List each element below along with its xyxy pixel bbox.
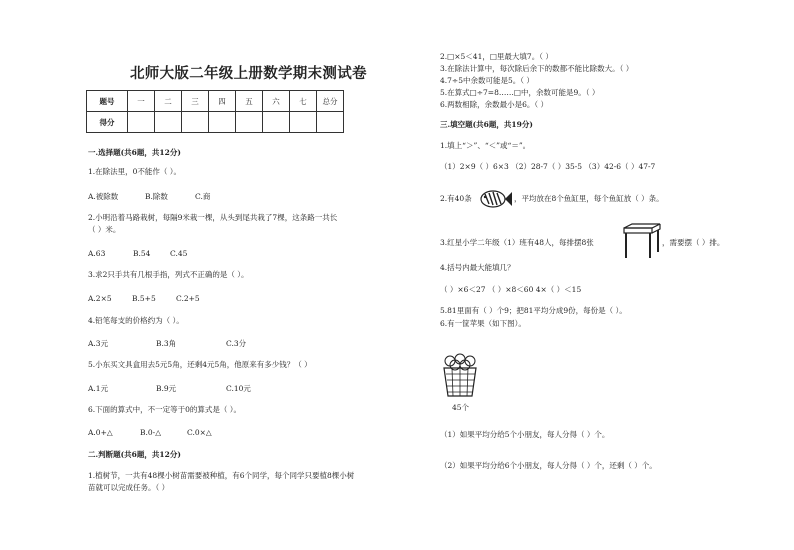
option: A.1元	[88, 384, 109, 393]
option: B.9元	[156, 384, 177, 393]
option: B.0-△	[140, 428, 161, 437]
option: C.商	[195, 192, 211, 201]
question-text: 4.铅笔每支的价格约为（ ）。	[88, 316, 184, 325]
question-text: 3.红星小学二年级（1）班有48人，每排摆8张	[440, 238, 594, 247]
score-cell: 二	[155, 91, 182, 112]
question-text: 5.小东买文具盒用去5元5角，还剩4元5角，他原来有多少钱？（ ）	[88, 360, 312, 369]
option: A.0+△	[88, 428, 113, 437]
score-cell: 一	[128, 91, 155, 112]
option: A.63	[88, 249, 106, 258]
score-cell: 总分	[317, 91, 344, 112]
option: C.3分	[226, 339, 247, 348]
question-text: 5.在算式□÷7=8……□中，余数可能是9。（ ）	[440, 88, 600, 97]
score-cell: 六	[263, 91, 290, 112]
apple-basket-icon	[440, 352, 482, 400]
question-text: 1.填上“＞”、“＜”或“＝”。	[440, 141, 531, 150]
question-text: 2.□×5＜41，□里最大填7。（ ）	[440, 52, 553, 61]
question-text: 5.81里面有（ ）个9；把81平均分成9份，每份是（ ）。	[440, 306, 627, 315]
option: B.54	[133, 249, 151, 258]
score-cell: 得分	[87, 112, 128, 133]
score-cell-blank	[155, 112, 182, 133]
option: B.除数	[145, 192, 168, 201]
question-text: 2.有40条	[440, 194, 472, 203]
fish-icon	[478, 186, 514, 212]
page-title: 北师大版二年级上册数学期末测试卷	[130, 65, 367, 82]
score-cell-blank	[263, 112, 290, 133]
question-text: （1）2×9（ ）6×3 （2）28-7（ ）35-5 （3）42-6（ ）47-7	[440, 162, 656, 171]
question-text: （ ）米。	[88, 225, 121, 234]
basket-label: 45个	[452, 403, 470, 412]
question-text: （1）如果平均分给5个小朋友，每人分得（ ）个。	[440, 430, 610, 439]
question-text: 6.下面的算式中，不一定等于0的算式是（ ）。	[88, 405, 242, 414]
score-cell-blank	[128, 112, 155, 133]
score-cell-blank	[209, 112, 236, 133]
score-cell: 五	[236, 91, 263, 112]
question-text: 4.括号内最大能填几？	[440, 263, 515, 272]
score-table-header-row	[87, 91, 344, 112]
question-text: 3.求2只手共有几根手指，列式不正确的是（ ）。	[88, 270, 249, 279]
question-text: ，需要摆（ ）排。	[662, 238, 725, 247]
question-text: 6.有一筐苹果（如下图）。	[440, 319, 526, 328]
option: C.45	[170, 249, 188, 258]
question-text: （ ）×6＜27 （ ）×8＜60 4×（ ）＜15	[440, 285, 582, 294]
score-table-score-row	[87, 112, 344, 133]
question-text: ，平均放在8个鱼缸里，每个鱼缸放（ ）条。	[514, 194, 664, 203]
question-text: 1.在除法里，0不能作（ ）。	[88, 167, 182, 176]
score-cell: 题号	[87, 91, 128, 112]
question-text: 4.7÷5中余数可能是5。（ ）	[440, 76, 534, 85]
question-text: 苗就可以完成任务。（ ）	[88, 483, 170, 492]
table-icon	[622, 222, 662, 260]
section-heading-choice: 一.选择题(共6题，共12分)	[88, 148, 181, 157]
option: C.10元	[226, 384, 251, 393]
score-cell-blank	[290, 112, 317, 133]
score-cell: 三	[182, 91, 209, 112]
question-text: 2.小明沿着马路栽树，每隔9米栽一棵，从头到尾共栽了7棵，这条路一共长	[88, 213, 338, 222]
score-cell-blank	[236, 112, 263, 133]
score-cell: 四	[209, 91, 236, 112]
score-cell-blank	[182, 112, 209, 133]
section-heading-fill: 三.填空题(共6题，共19分)	[440, 120, 533, 129]
section-heading-judge: 二.判断题(共6题，共12分)	[88, 450, 181, 459]
question-text: （2）如果平均分给6个小朋友，每人分得（ ）个，还剩（ ）个。	[440, 461, 657, 470]
score-table	[86, 90, 344, 133]
option: A.被除数	[88, 192, 119, 201]
option: B.5+5	[132, 294, 156, 303]
score-cell-blank	[317, 112, 344, 133]
question-text: 3.在除法计算中，每次除后余下的数都不能比除数大。（ ）	[440, 64, 634, 73]
score-cell: 七	[290, 91, 317, 112]
option: C.2+5	[176, 294, 200, 303]
question-text: 6.两数相除，余数最小是6。（ ）	[440, 100, 549, 109]
option: B.3角	[156, 339, 177, 348]
question-text: 1.植树节，一共有48棵小树苗需要被种植，有6个同学，每个同学只要植8棵小树	[88, 471, 355, 480]
option: A.2×5	[88, 294, 112, 303]
option: A.3元	[88, 339, 109, 348]
option: C.0×△	[187, 428, 212, 437]
